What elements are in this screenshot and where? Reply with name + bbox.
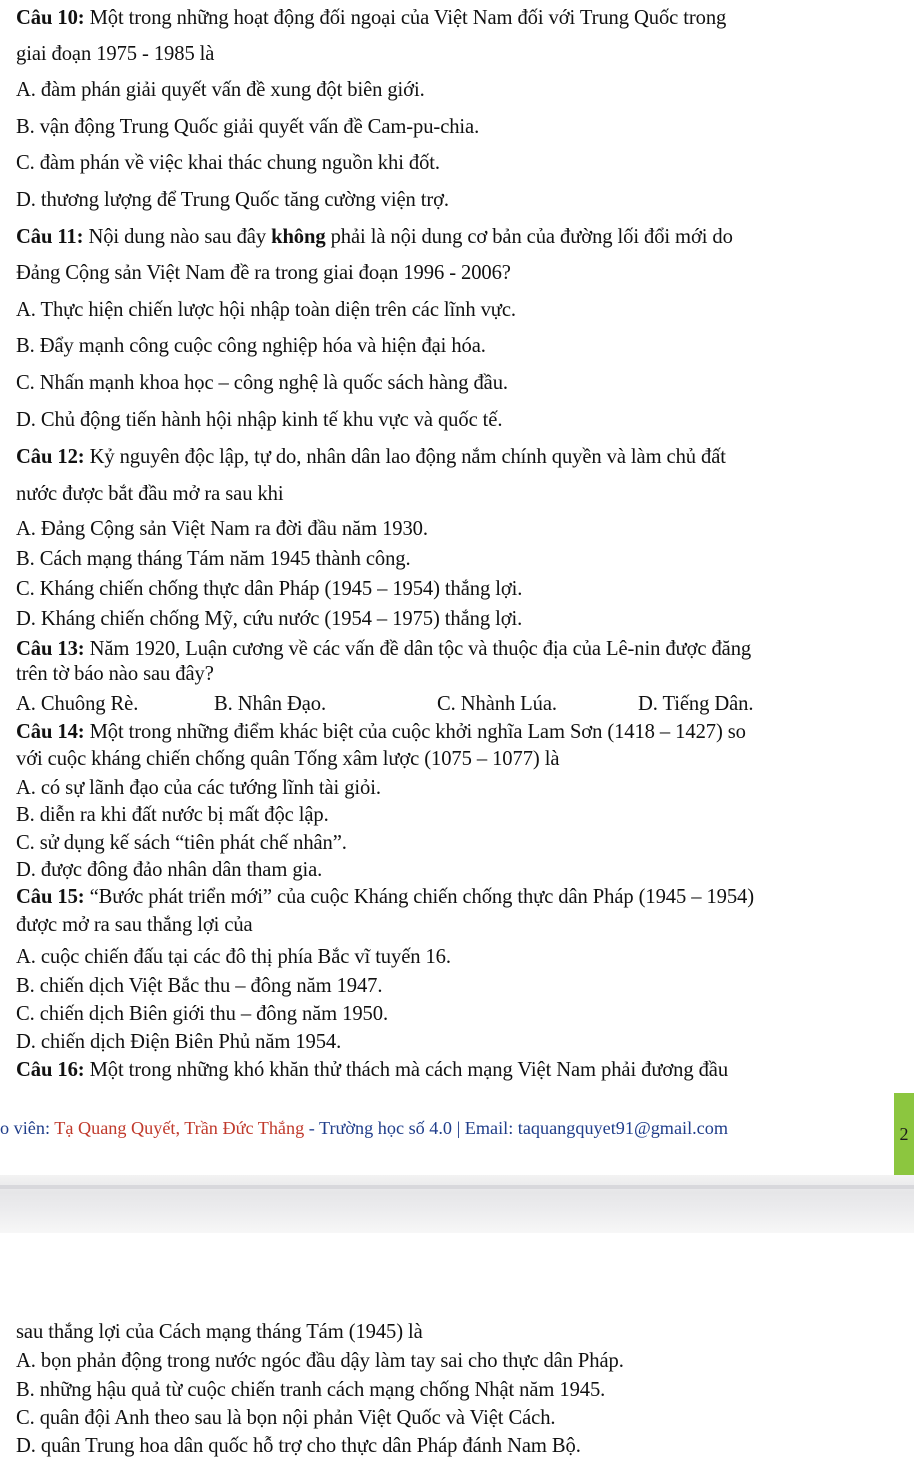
q15-option-b: B. chiến dịch Việt Bắc thu – đông năm 1947. <box>16 975 383 997</box>
q15-option-c: C. chiến dịch Biên giới thu – đông năm 1950. <box>16 1003 388 1025</box>
q15-text-1: “Bước phát triển mới” của cuộc Kháng chiến chống thực dân Pháp (1945 – 1954) <box>84 886 755 908</box>
q11-option-d: D. Chủ động tiến hành hội nhập kinh tế khu vực và quốc tế. <box>16 409 503 431</box>
q13-text-1: Năm 1920, Luận cương về các vấn đề dân tộc và thuộc địa của Lê-nin được đăng <box>84 638 752 660</box>
q12-line-1 <box>16 444 726 470</box>
q14-option-d: D. được đông đảo nhân dân tham gia. <box>16 859 323 881</box>
q16-option-b: B. những hậu quả từ cuộc chiến tranh cách mạng chống Nhật năm 1945. <box>16 1379 606 1401</box>
q11-label: Câu 11: <box>16 226 84 248</box>
page-number-badge: 2 <box>894 1093 914 1175</box>
q10-line-2: giai đoạn 1975 - 1985 là <box>16 43 215 65</box>
q10-option-d: D. thương lượng để Trung Quốc tăng cường viện trợ. <box>16 189 449 211</box>
page-separator <box>0 1175 914 1233</box>
q13-line-2: trên tờ báo nào sau đây? <box>16 663 214 685</box>
q10-option-a: A. đàm phán giải quyết vấn đề xung đột biên giới. <box>16 79 425 101</box>
footer-prefix: o viên: <box>0 1118 55 1138</box>
q16-text-1: Một trong những khó khăn thử thách mà cách mạng Việt Nam phải đương đầu <box>84 1059 729 1081</box>
footer-school-email: - Trường học số 4.0 | Email: taquangquyet91@gmail.com <box>304 1118 728 1138</box>
q16-option-d: D. quân Trung hoa dân quốc hỗ trợ cho thực dân Pháp đánh Nam Bộ. <box>16 1435 581 1457</box>
q11-text-pre: Nội dung nào sau đây <box>83 226 272 248</box>
q13-option-b: B. Nhân Đạo. <box>214 693 327 715</box>
q14-option-a: A. có sự lãnh đạo của các tướng lĩnh tài giỏi. <box>16 777 381 799</box>
q11-text-post: phải là nội dung cơ bản của đường lối đổi mới do <box>325 226 733 248</box>
q13-line-1 <box>16 636 751 662</box>
q12-label: Câu 12: <box>16 446 85 468</box>
q15-option-a: A. cuộc chiến đấu tại các đô thị phía Bắc vĩ tuyến 16. <box>16 946 451 968</box>
q10-text-1: Một trong những hoạt động đối ngoại của Việt Nam đối với Trung Quốc trong <box>84 7 727 29</box>
q12-option-a: A. Đảng Cộng sản Việt Nam ra đời đầu năm 1930. <box>16 518 428 540</box>
q14-option-c: C. sử dụng kế sách “tiên phát chế nhân”. <box>16 832 347 854</box>
q16-line-2: sau thắng lợi của Cách mạng tháng Tám (1945) là <box>16 1321 423 1343</box>
footer-authors: Tạ Quang Quyết, Trần Đức Thắng <box>54 1118 305 1138</box>
page-edge-shadow <box>0 1185 914 1189</box>
q11-option-b: B. Đẩy mạnh công cuộc công nghiệp hóa và hiện đại hóa. <box>16 335 486 357</box>
q13-option-a: A. Chuông Rè. <box>16 693 139 715</box>
q13-option-d: D. Tiếng Dân. <box>638 693 754 715</box>
q14-label: Câu 14: <box>16 721 85 743</box>
q15-label: Câu 15: <box>16 886 85 908</box>
q13-label: Câu 13: <box>16 638 85 660</box>
q12-line-2: nước được bắt đầu mở ra sau khi <box>16 483 284 505</box>
q13-option-c: C. Nhành Lúa. <box>437 693 557 715</box>
q12-option-c: C. Kháng chiến chống thực dân Pháp (1945 – 1954) thắng lợi. <box>16 578 523 600</box>
q14-line-2: với cuộc kháng chiến chống quân Tống xâm lược (1075 – 1077) là <box>16 748 560 770</box>
q15-option-d: D. chiến dịch Điện Biên Phủ năm 1954. <box>16 1031 342 1053</box>
q10-option-b: B. vận động Trung Quốc giải quyết vấn đề Cam-pu-chia. <box>16 116 480 138</box>
q12-text-1: Kỷ nguyên độc lập, tự do, nhân dân lao động nắm chính quyền và làm chủ đất <box>84 446 726 468</box>
q11-line-1 <box>16 224 733 250</box>
q10-option-c: C. đàm phán về việc khai thác chung nguồn khi đốt. <box>16 152 440 174</box>
q15-line-1 <box>16 884 754 910</box>
q11-option-a: A. Thực hiện chiến lược hội nhập toàn diện trên các lĩnh vực. <box>16 299 516 321</box>
q12-option-b: B. Cách mạng tháng Tám năm 1945 thành công. <box>16 548 411 570</box>
q14-option-b: B. diễn ra khi đất nước bị mất độc lập. <box>16 804 329 826</box>
q11-emphasis: không <box>271 226 326 248</box>
q16-option-c: C. quân đội Anh theo sau là bọn nội phản Việt Quốc và Việt Cách. <box>16 1407 556 1429</box>
q16-line-1 <box>16 1057 728 1083</box>
q16-label: Câu 16: <box>16 1059 85 1081</box>
q10-line-1 <box>16 5 726 31</box>
page-footer <box>0 1116 728 1140</box>
q15-line-2: được mở ra sau thắng lợi của <box>16 914 253 936</box>
q16-option-a: A. bọn phản động trong nước ngóc đầu dậy làm tay sai cho thực dân Pháp. <box>16 1350 624 1372</box>
q11-line-2: Đảng Cộng sản Việt Nam đề ra trong giai đoạn 1996 - 2006? <box>16 262 511 284</box>
q11-option-c: C. Nhấn mạnh khoa học – công nghệ là quốc sách hàng đầu. <box>16 372 508 394</box>
q14-line-1 <box>16 719 746 745</box>
q10-label: Câu 10: <box>16 7 85 29</box>
q14-text-1: Một trong những điểm khác biệt của cuộc khởi nghĩa Lam Sơn (1418 – 1427) so <box>84 721 746 743</box>
q12-option-d: D. Kháng chiến chống Mỹ, cứu nước (1954 – 1975) thắng lợi. <box>16 608 523 630</box>
